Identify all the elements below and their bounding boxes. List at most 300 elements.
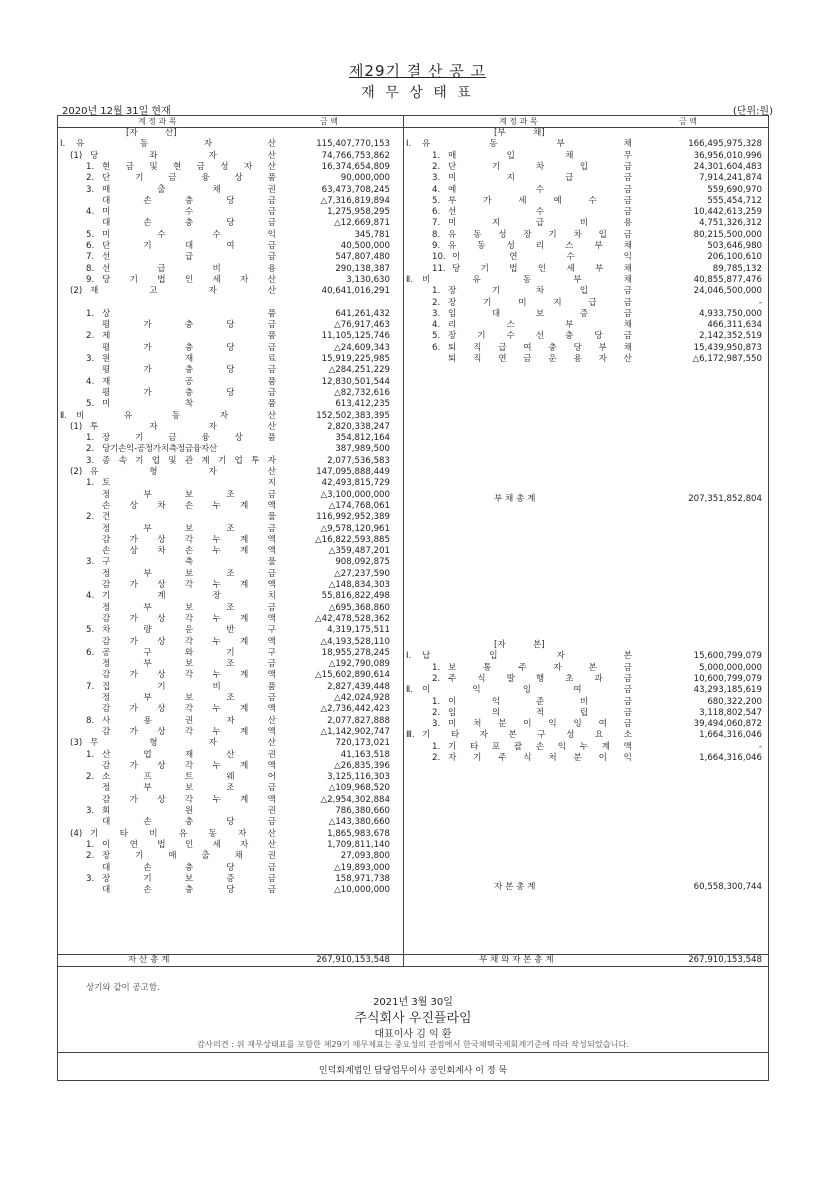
statement-row [404, 674, 768, 685]
row-number: 3. [86, 184, 95, 195]
amount-value: 10,600,799,079 [693, 673, 762, 684]
row-number: 3. [86, 455, 95, 466]
statement-row [404, 742, 768, 753]
liability-total-value: 207,351,852,804 [688, 494, 762, 504]
account-name: 재 공 품 [102, 376, 276, 387]
statement-row [404, 753, 768, 764]
account-name: 당 기 법 인 세 자 산 [102, 274, 276, 285]
account-name: 제 품 [102, 331, 276, 342]
amount-value: - [758, 297, 762, 308]
account-name: 당기손익-공정가치측정금융자산 [102, 444, 217, 455]
account-name: 장 기 보 증 금 [102, 873, 276, 884]
account-name: 당 좌 자 산 [90, 150, 276, 161]
statement-row [58, 151, 403, 162]
equity-total-value: 60,558,300,744 [693, 882, 762, 892]
amount-value: 36,956,010,996 [693, 150, 762, 161]
audit-opinion: 감사의견 : 위 재무상태표를 포함한 제29기 재무제표는 중요성의 관점에서 한국채택국제회계기준에 따라 작성되었습니다. [58, 1039, 768, 1053]
statement-row [58, 806, 403, 817]
account-name: 비 유 동 부 채 [422, 274, 632, 285]
statement-row [404, 685, 768, 696]
statement-row [58, 840, 403, 851]
statement-row [58, 512, 403, 523]
auditor-name: 인덕회계법인 담당업무이사 공인회계사 이 정 묵 [318, 1066, 508, 1076]
account-name: 정 부 보 조 금 [102, 568, 276, 579]
row-number: 5. [432, 331, 441, 342]
account-name: 장 기 미 지 급 금 [448, 297, 632, 308]
statement-row [58, 716, 403, 727]
right-header-amount: 금 액 [679, 117, 697, 126]
statement-row [58, 173, 403, 184]
statement-row [58, 761, 403, 772]
statement-row [404, 151, 768, 162]
account-name: 정 부 보 조 금 [102, 489, 276, 500]
row-number: 4. [432, 320, 441, 331]
account-name: 정 부 보 조 금 [102, 602, 276, 613]
account-name: 미 수 수 익 [102, 229, 276, 240]
account-name: 기 계 장 치 [102, 591, 276, 602]
amount-value: 43,293,185,619 [693, 685, 762, 696]
account-name: 기 타 포 괄 손 익 누 계 액 [448, 741, 632, 752]
amount-value: 7,914,241,874 [699, 173, 762, 184]
account-name: 대 손 충 당 금 [102, 195, 276, 206]
row-number: 3. [432, 173, 441, 184]
account-name: 감 가 상 각 누 계 액 [102, 534, 276, 545]
account-name: 정 부 보 조 금 [102, 693, 276, 703]
amount-value: △359,487,201 [328, 546, 390, 557]
account-name: 미 수 금 [102, 207, 276, 218]
amount-value: △7,316,819,894 [320, 195, 390, 206]
account-name: 이 연 법 인 세 자 산 [102, 839, 276, 850]
liability-total-row [404, 494, 768, 505]
row-number: 8. [86, 715, 95, 726]
row-number: (1) [70, 421, 83, 432]
amount-value: 3,130,630 [346, 274, 390, 285]
statement-row [58, 557, 403, 568]
amount-value: △27,237,590 [334, 568, 390, 579]
account-name: 유 동 성 리 스 부 채 [448, 241, 632, 251]
amount-value: 115,407,770,153 [316, 139, 390, 150]
liab-equity-total-row [404, 954, 768, 966]
statement-row [58, 829, 403, 840]
statement-row [58, 704, 403, 715]
statement-row [404, 640, 768, 651]
amount-value: 547,807,480 [335, 252, 390, 263]
account-name: 자 기 주 식 처 분 이 익 [448, 753, 632, 763]
account-name: [자 본] [494, 640, 545, 650]
statement-row [58, 467, 403, 478]
row-number: 6. [86, 647, 95, 658]
statement-row [58, 772, 403, 783]
amount-value: 613,412,235 [335, 399, 390, 410]
account-name: 토 지 [102, 478, 276, 489]
statement-row [404, 185, 768, 196]
amount-value: 40,855,877,476 [693, 274, 762, 285]
row-number: 3. [86, 557, 95, 568]
account-name: 감 가 상 각 누 계 액 [102, 636, 276, 647]
amount-value: 15,439,950,873 [693, 342, 762, 353]
account-name: 회 원 권 [102, 806, 276, 816]
account-name: 예 수 금 [448, 184, 632, 195]
account-name: 미 지 급 비 용 [448, 218, 632, 229]
statement-row [58, 411, 403, 422]
row-number: 2. [86, 512, 95, 523]
row-number: 8. [432, 229, 441, 240]
statement-row [58, 738, 403, 749]
liab-equity-total-value: 267,910,153,548 [688, 955, 762, 965]
row-number: Ⅰ. [60, 139, 66, 150]
amount-value: 908,092,875 [335, 557, 390, 568]
statement-row [58, 139, 403, 150]
statement-row [58, 727, 403, 738]
footer [57, 967, 769, 1081]
amount-value: 354,812,164 [335, 433, 390, 444]
statement-row [58, 354, 403, 365]
statement-row [58, 218, 403, 229]
amount-value: 3,125,116,303 [327, 772, 390, 783]
row-number: 7. [432, 218, 441, 229]
ceo-name: 대표이사 김 익 환 [374, 1029, 452, 1040]
amount-value: 4,319,175,511 [327, 625, 390, 636]
row-number: 4. [86, 207, 95, 218]
account-name: 선 급 비 용 [102, 263, 276, 274]
statement-row [58, 252, 403, 263]
statement-row [58, 490, 403, 501]
row-number: 7. [86, 681, 95, 692]
statement-row [58, 207, 403, 218]
row-number: Ⅲ. [406, 730, 415, 741]
amount-value: 555,454,712 [707, 195, 762, 206]
liab-equity-total-label: 부 채 와 자 본 총 계 [479, 955, 554, 965]
row-number: 1. [432, 150, 441, 161]
statement-row [404, 651, 768, 662]
statement-row [58, 365, 403, 376]
account-name: 차 량 운 반 구 [102, 625, 276, 636]
statement-row [58, 343, 403, 354]
company-name: 주식회사 우진플라임 [354, 1011, 472, 1026]
account-name: 공 구 와 기 구 [102, 647, 276, 658]
account-name: 미 처 분 이 익 잉 여 금 [448, 719, 632, 730]
amount-value: 1,275,958,295 [327, 207, 390, 218]
row-number: 1. [432, 662, 441, 673]
amount-value: 4,933,750,000 [699, 308, 762, 319]
account-name: 당 기 법 인 세 부 채 [452, 263, 632, 274]
statement-row [58, 851, 403, 862]
row-number: 1. [432, 696, 441, 707]
amount-value: 55,816,822,498 [321, 591, 390, 602]
row-number: (4) [70, 828, 83, 839]
amount-value: 1,664,316,046 [699, 730, 762, 741]
statement-row [58, 433, 403, 444]
statement-row [58, 659, 403, 670]
row-number: 3. [86, 354, 95, 364]
account-name: 정 부 보 조 금 [102, 659, 276, 670]
statement-row [58, 422, 403, 433]
amount-value: 2,077,827,888 [327, 715, 390, 726]
amount-value: △284,251,229 [328, 365, 390, 376]
account-name: 기 타 자 본 구 성 요 소 [422, 730, 632, 741]
account-name: 선 급 금 [102, 252, 276, 263]
amount-value: △174,768,061 [328, 500, 390, 511]
account-name: 집 기 비 품 [102, 681, 276, 692]
amount-value: 12,830,501,544 [321, 376, 390, 387]
account-name: 건 물 [102, 512, 276, 523]
amount-value: 16,374,654,809 [321, 161, 390, 172]
equity-total-label: 자 본 총 계 [494, 882, 536, 892]
statement-row [404, 697, 768, 708]
amount-value: 11,105,125,746 [321, 331, 390, 342]
statement-row [58, 501, 403, 512]
report-date: 2020년 12월 31일 현재 [62, 106, 171, 117]
account-name: 정 부 보 조 금 [102, 523, 276, 534]
amount-value: △15,602,890,614 [315, 670, 390, 681]
amount-value: 15,600,799,079 [693, 651, 762, 662]
row-number: 8. [86, 263, 95, 274]
amount-value: 2,142,352,519 [699, 331, 762, 342]
row-number: 2. [86, 444, 95, 455]
account-name: 선 수 금 [448, 207, 632, 218]
amount-value: 2,820,338,247 [327, 421, 390, 432]
amount-value: 1,709,811,140 [327, 839, 390, 850]
account-name: 유 동 성 장 기 차 입 금 [448, 229, 632, 240]
amount-value: 42,493,815,729 [321, 478, 390, 489]
row-number: 11. [432, 263, 446, 274]
amount-value: △26,835,396 [334, 760, 390, 771]
account-name: 정 부 보 조 금 [102, 783, 276, 794]
amount-value: 63,473,708,245 [321, 184, 390, 195]
amount-value: 18,955,278,245 [321, 647, 390, 658]
amount-value: 290,138,387 [335, 263, 390, 274]
amount-value: 503,646,980 [707, 241, 762, 251]
account-name: 손 상 차 손 누 계 액 [102, 546, 276, 557]
statement-row [58, 569, 403, 580]
amount-value: 387,989,500 [335, 444, 390, 455]
account-name: 유 동 부 채 [422, 139, 632, 150]
statement-title: 재 무 상 태 표 [361, 85, 474, 101]
row-number: (1) [70, 150, 83, 161]
statement-row [58, 230, 403, 241]
amount-value: 39,494,060,872 [693, 719, 762, 730]
account-name: 단 기 대 여 금 [102, 241, 276, 251]
statement-row [404, 173, 768, 184]
row-number: 2. [86, 331, 95, 342]
amount-value: 2,827,439,448 [327, 681, 390, 692]
amount-value: △192,790,089 [328, 659, 390, 670]
statement-row [58, 241, 403, 252]
row-number: 10. [432, 252, 446, 263]
amount-value: 206,100,610 [707, 252, 762, 263]
statement-row [58, 399, 403, 410]
account-name: 감 가 상 각 누 계 액 [102, 760, 276, 771]
statement-row [58, 264, 403, 275]
statement-row [58, 185, 403, 196]
account-name: 장 기 차 입 금 [448, 286, 632, 297]
amount-value: △3,100,000,000 [320, 489, 390, 500]
row-number: Ⅱ. [406, 274, 413, 285]
statement-row [58, 682, 403, 693]
amount-value: △42,024,928 [334, 693, 390, 703]
statement-row [404, 218, 768, 229]
amount-value: 24,046,500,000 [693, 286, 762, 297]
amount-value: △2,736,442,423 [320, 704, 390, 715]
amount-value: 152,502,383,395 [316, 410, 390, 421]
statement-row [58, 591, 403, 602]
statement-row [404, 719, 768, 730]
amount-value: 720,173,021 [335, 738, 390, 749]
account-name: 감 가 상 각 누 계 액 [102, 670, 276, 681]
statement-row [404, 730, 768, 741]
amount-value: △2,954,302,884 [320, 794, 390, 805]
amount-value: 680,322,200 [707, 696, 762, 707]
statement-row [58, 795, 403, 806]
statement-row [58, 885, 403, 896]
account-name: 미 착 품 [102, 399, 276, 410]
amount-value: 74,766,753,862 [321, 150, 390, 161]
statement-row [58, 648, 403, 659]
account-name: 퇴 직 급 여 충 당 부 채 [448, 342, 632, 353]
account-name: 매 출 채 권 [102, 184, 276, 195]
amount-value: 27,093,800 [340, 851, 390, 862]
statement-row [404, 309, 768, 320]
account-name: 대 손 충 당 금 [102, 817, 276, 828]
amount-value: △10,000,000 [334, 885, 390, 896]
row-number: 2. [432, 161, 441, 172]
statement-row [404, 241, 768, 252]
account-name: 구 축 물 [102, 557, 276, 568]
amount-value: 89,785,132 [712, 263, 762, 274]
account-name: 기 타 비 유 동 자 산 [90, 828, 276, 839]
statement-row [58, 874, 403, 885]
statement-row [58, 817, 403, 828]
account-name: [자 산] [126, 128, 177, 138]
row-number: 6. [432, 342, 441, 353]
amount-value: △19,893,000 [334, 862, 390, 873]
row-number: 1. [432, 286, 441, 297]
account-name: 유 동 자 산 [76, 139, 276, 150]
account-name: 재 고 자 산 [90, 286, 276, 297]
statement-row [58, 670, 403, 681]
row-number: 1. [86, 478, 95, 489]
statement-row [58, 320, 403, 331]
amount-value: 2,077,536,583 [327, 455, 390, 466]
amount-value: 5,000,000,000 [699, 662, 762, 673]
row-number: 6. [86, 241, 95, 251]
row-number: 1. [86, 839, 95, 850]
account-name: 평 가 충 당 금 [102, 320, 276, 331]
amount-value: △76,917,463 [334, 320, 390, 331]
statement-row [58, 275, 403, 286]
amount-value: △42,478,528,362 [315, 613, 390, 624]
row-number: 4. [432, 184, 441, 195]
left-header-account: 계 정 과 목 [138, 117, 177, 126]
statement-row [404, 139, 768, 150]
amount-value: 1,865,983,678 [327, 828, 390, 839]
row-number: (2) [70, 467, 83, 477]
statement-row [58, 693, 403, 704]
statement-row [58, 388, 403, 399]
account-name: 평 가 충 당 금 [102, 387, 276, 398]
row-number: 3. [86, 806, 95, 816]
row-number: 9. [432, 241, 441, 251]
statement-row [58, 580, 403, 591]
account-name: 종 속 기 업 및 관 계 기 업 투 자 [102, 455, 276, 466]
amount-value: 559,690,970 [707, 184, 762, 195]
statement-row [404, 128, 768, 139]
account-name: 장 기 금 융 상 품 [102, 433, 276, 444]
statement-row [58, 298, 403, 309]
statement-row [58, 625, 403, 636]
account-name: 퇴 직 연 금 운 용 자 산 [448, 354, 632, 364]
account-name: 단 기 차 입 금 [448, 161, 632, 172]
statement-row [404, 230, 768, 241]
row-number: 2. [432, 673, 441, 684]
amount-value: 147,095,888,449 [316, 467, 390, 477]
account-name: [부 채] [494, 128, 545, 138]
amount-value: 3,118,802,547 [699, 707, 762, 718]
amount-value: 40,641,016,291 [321, 286, 390, 297]
row-number: 5. [432, 195, 441, 206]
statement-row [58, 377, 403, 388]
left-header [58, 116, 403, 128]
amount-value: 15,919,225,985 [321, 354, 390, 364]
account-name: 대 손 충 당 금 [102, 862, 276, 873]
account-name: 평 가 충 당 금 [102, 342, 276, 353]
row-number: 4. [86, 376, 95, 387]
amount-value: 90,000,000 [340, 173, 390, 184]
account-name: 상 품 [102, 308, 276, 319]
account-name: 납 입 자 본 [422, 651, 632, 662]
account-name: 주 식 발 행 초 과 금 [448, 673, 632, 684]
row-number: 1. [86, 308, 95, 319]
row-number: (3) [70, 738, 83, 749]
account-name: 대 손 충 당 금 [102, 218, 276, 229]
amount-value: △16,822,593,885 [315, 534, 390, 545]
row-number: 2. [432, 753, 441, 763]
amount-value: △9,578,120,961 [320, 523, 390, 534]
row-number: 1. [432, 741, 441, 752]
amount-value: 345,781 [354, 229, 390, 240]
amount-value: 10,442,613,259 [693, 207, 762, 218]
asset-total-value: 267,910,153,548 [316, 955, 390, 965]
balance-sheet [57, 115, 769, 967]
statement-row [404, 331, 768, 342]
asset-total-label: 자 산 총 계 [128, 955, 170, 965]
statement-row [58, 309, 403, 320]
account-name: 비 유 동 자 산 [76, 410, 276, 421]
row-number: 3. [86, 873, 95, 884]
row-number: 4. [86, 591, 95, 602]
account-name: 산 업 재 산 권 [102, 749, 276, 760]
account-name: 사 용 권 자 산 [102, 715, 276, 726]
amount-value: △6,172,987,550 [692, 354, 762, 364]
row-number: 7. [86, 252, 95, 263]
statement-row [58, 444, 403, 455]
account-name: 미 지 급 금 [448, 173, 632, 184]
statement-row [58, 524, 403, 535]
row-number: 1. [86, 433, 95, 444]
account-name: 이 익 준 비 금 [448, 696, 632, 707]
amount-value: △143,380,660 [328, 817, 390, 828]
amount-value: 4,751,326,312 [699, 218, 762, 229]
footer-date: 2021년 3월 30일 [373, 997, 453, 1008]
statement-row [404, 708, 768, 719]
statement-row [404, 162, 768, 173]
row-number: 2. [432, 707, 441, 718]
account-name: 유 형 자 산 [90, 467, 276, 477]
account-name: 감 가 상 각 누 계 액 [102, 726, 276, 737]
statement-row [58, 535, 403, 546]
row-number: 3. [432, 719, 441, 730]
statement-row [58, 603, 403, 614]
